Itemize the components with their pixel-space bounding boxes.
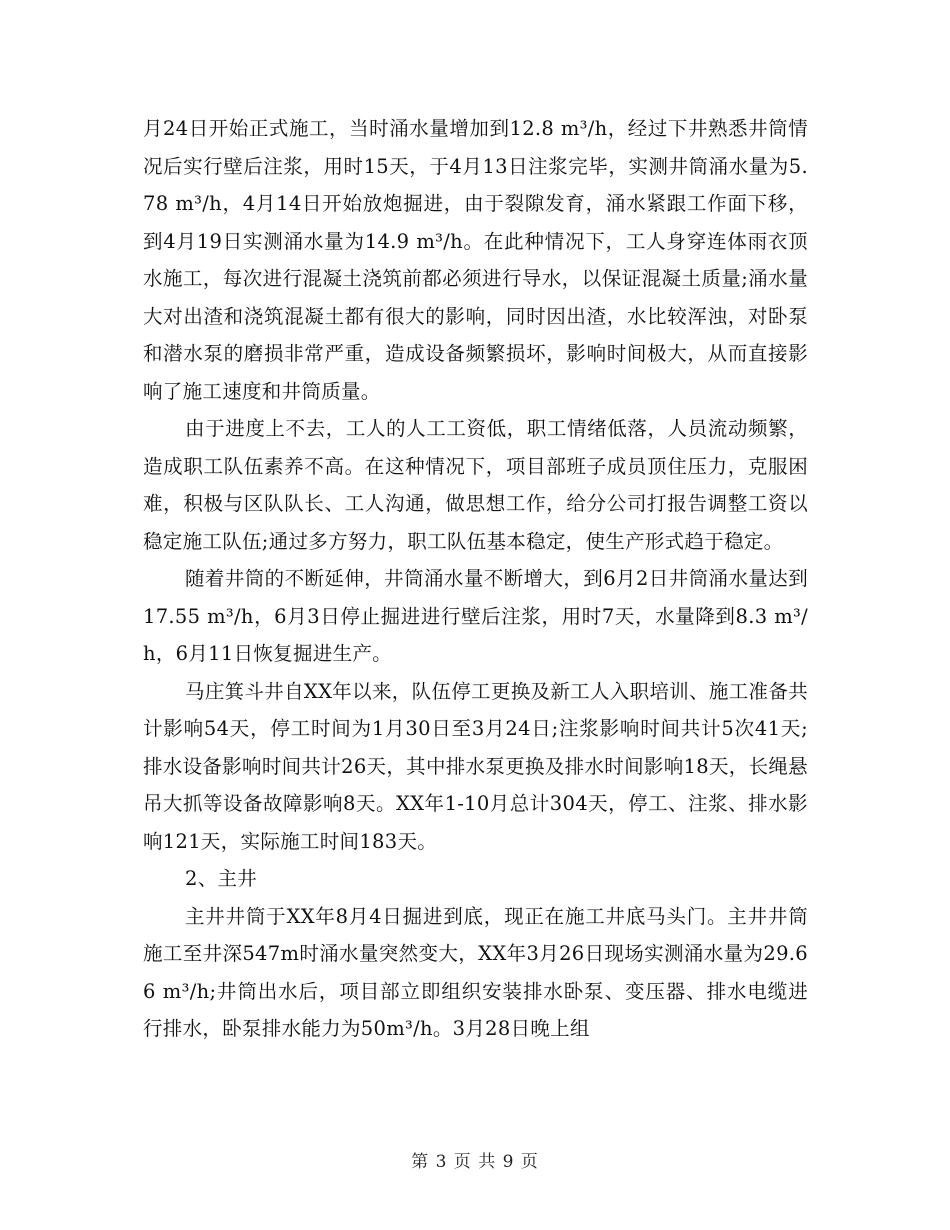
page-number-footer: 第 3 页 共 9 页	[411, 1152, 539, 1172]
paragraph-2: 由于进度上不去，工人的人工工资低，职工情绪低落，人员流动频繁，造成职工队伍素养不高。在这种情况下，项目部班子成员顶住压力，克服困难，积极与区队队长、工人沟通，做思想工作，给分公司打报告调整工资以稳定施工队伍;通过多方努力，职工队伍基本稳定，使生产形式趋于稳定。	[143, 417, 808, 553]
paragraph-6: 主井井筒于XX年8月4日掘进到底，现正在施工井底马头门。主井井筒施工至井深547m时涌水量突然变大，XX年3月26日现场实测涌水量为29.66 m³/h;井筒出水后，项目部立即组织安装排水卧泵、变压器、排水电缆进行排水，卧泵排水能力为50m³/h。3月28日晚上组	[143, 904, 808, 1040]
section-heading-main-shaft: 2、主井	[185, 867, 258, 890]
paragraph-4: 马庄箕斗井自XX年以来，队伍停工更换及新工人入职培训、施工准备共计影响54天，停工时间为1月30日至3月24日;注浆影响时间共计5次41天;排水设备影响时间共计26天，其中排水泵更换及排水时间影响18天，长绳悬吊大抓等设备故障影响8天。XX年1-10月总计304天，停工、注浆、排水影响121天，实际施工时间183天。	[143, 679, 808, 853]
paragraph-1: 月24日开始正式施工，当时涌水量增加到12.8 m³/h，经过下井熟悉井筒情况后实行壁后注浆，用时15天，于4月13日注浆完毕，实测井筒涌水量为5.78 m³/h，4月14日开始放炮掘进，由于裂隙发育，涌水紧跟工作面下移，到4月19日实测涌水量为14.9 m³/h。在此种情况下，工人身穿连体雨衣顶水施工，每次进行混凝土浇筑前都必须进行导水，以保证混凝土质量;涌水量大对出渣和浇筑混凝土都有很大的影响，同时因出渣，水比较浑浊，对卧泵和潜水泵的磨损非常严重，造成设备频繁损坏，影响时间极大，从而直接影响了施工速度和井筒质量。	[143, 117, 808, 403]
paragraph-3: 随着井筒的不断延伸，井筒涌水量不断增大，到6月2日井筒涌水量达到17.55 m³/h，6月3日停止掘进进行壁后注浆，用时7天，水量降到8.3 m³/h，6月11日恢复掘进生产。	[143, 567, 808, 665]
document-body	[143, 110, 808, 1048]
